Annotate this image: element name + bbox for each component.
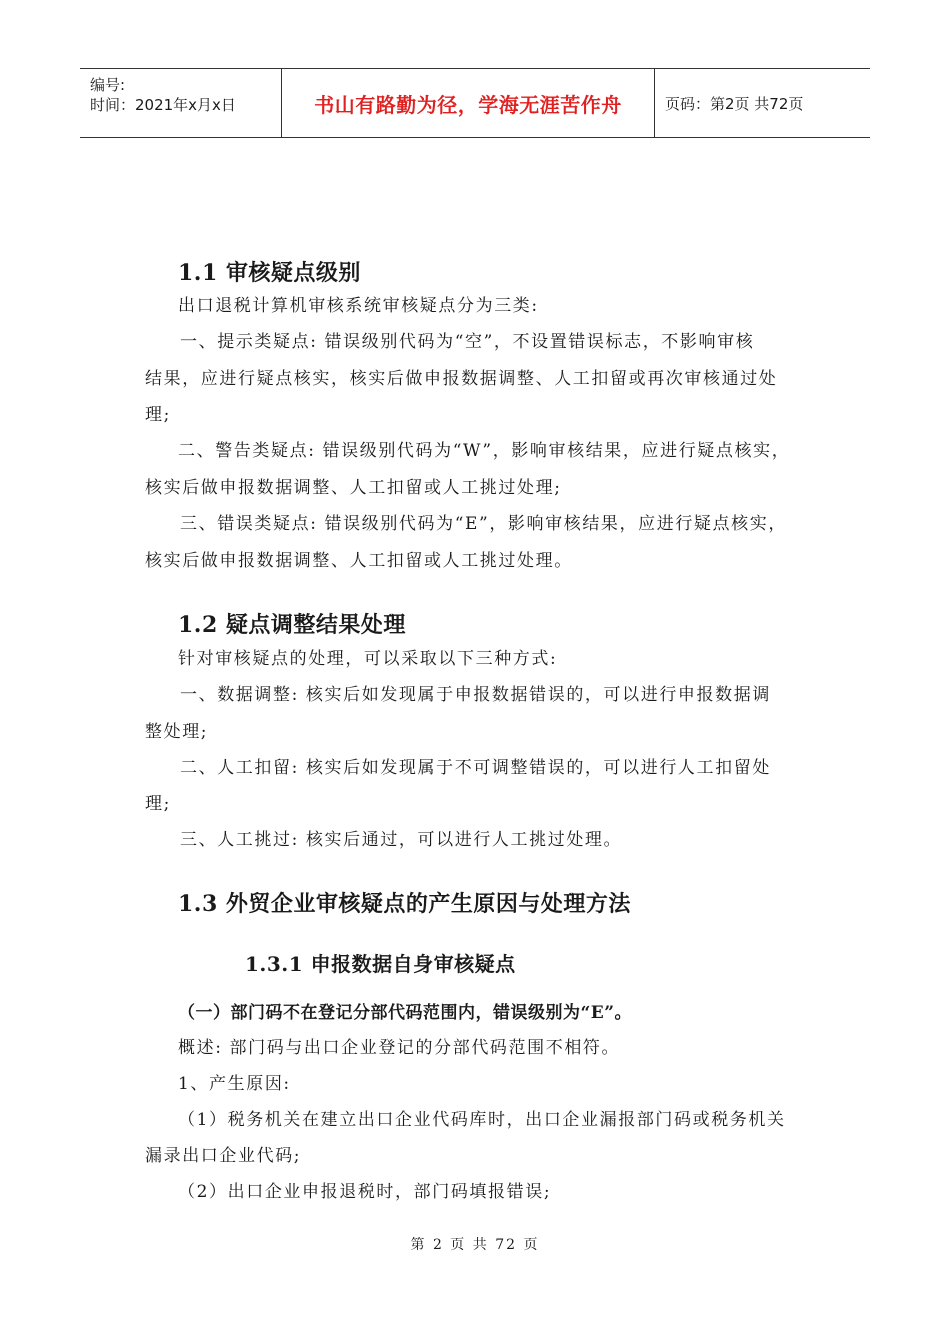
section-1-2-intro: 针对审核疑点的处理，可以采取以下三种方式: (178, 649, 558, 669)
header-motto: 书山有路勤为径，学海无涯苦作舟 (282, 69, 655, 137)
section-1-2-para2-line1: 二、人工扣留: 核实后如发现属于不可调整错误的，可以进行人工扣留处 (180, 758, 771, 778)
section-1-1-para1-line2: 结果，应进行疑点核实，核实后做申报数据调整、人工扣留或再次审核通过处 (145, 369, 778, 389)
item-1-cause-label: 1、产生原因: (178, 1074, 291, 1094)
section-1-2-para3-line1: 三、人工挑过: 核实后通过，可以进行人工挑过处理。 (180, 830, 623, 850)
item-1-cause2-line1: （2）出口企业申报退税时，部门码填报错误; (178, 1182, 552, 1202)
section-1-3-1-title: 1.3.1 申报数据自身审核疑点 (245, 952, 516, 976)
section-1-3-title: 1.3 外贸企业审核疑点的产生原因与处理方法 (178, 891, 631, 917)
section-1-1-para1-line1: 一、提示类疑点: 错误级别代码为“空”，不设置错误标志，不影响审核 (180, 332, 755, 352)
section-1-1-intro: 出口退税计算机审核系统审核疑点分为三类: (178, 296, 539, 316)
section-1-2-para1-line1: 一、数据调整: 核实后如发现属于申报数据错误的，可以进行申报数据调 (180, 685, 771, 705)
item-1-cause1-line1: （1）税务机关在建立出口企业代码库时，出口企业漏报部门码或税务机关 (178, 1110, 786, 1130)
section-1-2-para1-line2: 整处理; (145, 722, 209, 742)
page-header (80, 68, 870, 138)
header-time-label: 时间：2021年x月x日 (90, 96, 236, 114)
page-footer: 第 2 页 共 72 页 (410, 1237, 540, 1253)
section-1-1-para2-line2: 核实后做申报数据调整、人工扣留或人工挑过处理; (145, 478, 562, 498)
header-page-info: 页码：第2页 共72页 (665, 94, 804, 113)
item-1-title: （一）部门码不在登记分部代码范围内，错误级别为“E”。 (178, 1003, 633, 1023)
section-1-1-para1-line3: 理; (145, 405, 171, 425)
section-1-1-title: 1.1 审核疑点级别 (178, 260, 361, 286)
section-1-1-para3-line1: 三、错误类疑点: 错误级别代码为“E”，影响审核结果，应进行疑点核实， (180, 514, 787, 534)
section-1-1-para2-line1: 二、警告类疑点: 错误级别代码为“W”，影响审核结果，应进行疑点核实， (178, 441, 791, 461)
header-number-label: 编号: (90, 76, 126, 94)
section-1-1-para3-line2: 核实后做申报数据调整、人工扣留或人工挑过处理。 (145, 551, 573, 571)
section-1-2-para2-line2: 理; (145, 794, 171, 814)
item-1-cause1-line2: 漏录出口企业代码; (145, 1146, 302, 1166)
item-1-overview: 概述: 部门码与出口企业登记的分部代码范围不相符。 (178, 1038, 621, 1058)
header-meta-cell (80, 69, 282, 137)
section-1-2-title: 1.2 疑点调整结果处理 (178, 612, 406, 638)
